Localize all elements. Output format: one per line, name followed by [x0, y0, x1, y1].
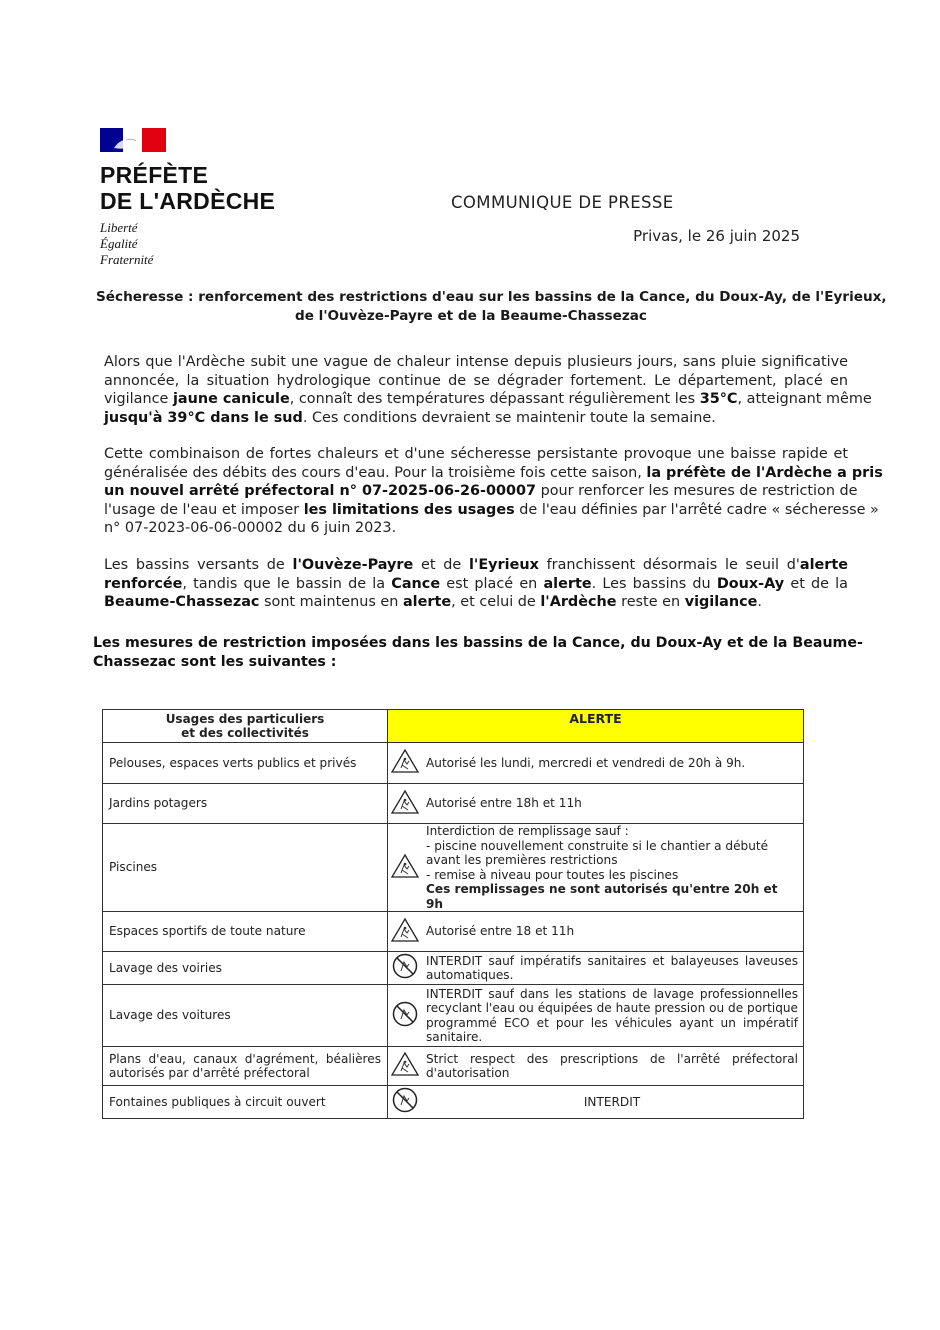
rule-cell: Strict respect des prescriptions de l'arrêté préfectoral d'autorisation	[422, 1047, 804, 1086]
header-usages: Usages des particuliers et des collectivités	[103, 710, 388, 743]
rule-cell: INTERDIT sauf dans les stations de lavage professionnelles recyclant l'eau ou équipées de haute pression ou de portique programmé ECO et pour les véhicules ayant un impératif sanitaire.	[422, 985, 804, 1047]
table-row	[103, 1086, 804, 1119]
p2-line4: l'usage de l'eau et imposer les limitations des usages de l'eau définies par l'arrêté cadre « sécheresse »	[104, 501, 879, 518]
measures-subheading	[93, 634, 863, 672]
headline-line2: de l'Ouvèze-Payre et de la Beaume-Chassezac	[295, 308, 647, 324]
warning-triangle-icon	[388, 1047, 423, 1086]
marianne-flag-icon	[100, 128, 166, 152]
usage-cell: Lavage des voitures	[103, 985, 388, 1047]
p2-line1: Cette combinaison de fortes chaleurs et d'une sécheresse persistante provoque une baisse rapide et	[104, 446, 848, 462]
table-row	[103, 985, 804, 1047]
p1-line2: annoncée, la situation hydrologique continue de se dégrader fortement. Le département, placé en	[104, 372, 848, 389]
logo-title-line1: PRÉFÈTE	[100, 162, 209, 188]
p2-line5: n° 07-2023-06-06-00002 du 6 juin 2023.	[104, 520, 397, 536]
logo-title-line2: DE L'ARDÈCHE	[100, 188, 276, 214]
motto-egalite: Égalité	[100, 236, 138, 251]
headline	[96, 288, 887, 326]
warning-triangle-icon	[388, 824, 423, 912]
warning-triangle-icon	[388, 784, 423, 824]
p2-bold-prefete: la préfète de l'Ardèche a pris	[646, 464, 883, 481]
usage-cell: Plans d'eau, canaux d'agrément, béalières autorisés par d'arrêté préfectoral	[103, 1047, 388, 1086]
table-row	[103, 784, 804, 824]
paragraph-1	[104, 353, 872, 427]
paragraph-3	[104, 556, 848, 612]
warning-triangle-icon	[388, 912, 423, 952]
table-row	[103, 952, 804, 985]
p1-line3: vigilance jaune canicule, connaît des températures dépassant régulièrement les 35°C, atteignant même	[104, 391, 872, 407]
prohibited-icon	[388, 1086, 423, 1119]
rule-cell: INTERDIT sauf impératifs sanitaires et balayeuses laveuses automatiques.	[422, 952, 804, 985]
p2-line3: un nouvel arrêté préfectoral n° 07-2025-06-26-00007 pour renforcer les mesures de restriction de	[104, 483, 858, 499]
usage-cell: Pelouses, espaces verts publics et privés	[103, 743, 388, 784]
p3-line1: Les bassins versants de l'Ouvèze-Payre et de l'Eyrieux franchissent désormais le seuil d'alerte	[104, 557, 848, 573]
prohibited-icon	[388, 985, 423, 1047]
table-row	[103, 824, 804, 912]
usage-cell: Lavage des voiries	[103, 952, 388, 985]
rule-cell: INTERDIT	[422, 1086, 804, 1119]
p2-bold-arrete: un nouvel arrêté préfectoral n° 07-2025-06-26-00007	[104, 483, 537, 499]
table-header-row	[103, 710, 804, 743]
restrictions-table	[102, 709, 804, 1119]
p3-line2: renforcée, tandis que le bassin de la Cance est placé en alerte. Les bassins du Doux-Ay et de la	[104, 575, 849, 592]
paragraph-2	[104, 445, 883, 538]
p1-line4: jusqu'à 39°C dans le sud. Ces conditions devraient se maintenir toute la semaine.	[104, 409, 716, 426]
usage-cell: Fontaines publiques à circuit ouvert	[103, 1086, 388, 1119]
document-type: COMMUNIQUE DE PRESSE	[451, 193, 674, 212]
rule-cell: Autorisé les lundi, mercredi et vendredi de 20h à 9h.	[422, 743, 804, 784]
usage-cell: Piscines	[103, 824, 388, 912]
p1-bold-35: 35°C	[699, 391, 738, 407]
dateline: Privas, le 26 juin 2025	[633, 227, 800, 245]
table-row	[103, 743, 804, 784]
usage-cell: Jardins potagers	[103, 784, 388, 824]
prohibited-icon	[388, 952, 423, 985]
p2-line2: généralisée des débits des cours d'eau. Pour la troisième fois cette saison, la préfète de l'Ardèche a pris	[104, 464, 883, 481]
rule-cell: Autorisé entre 18h et 11h	[422, 784, 804, 824]
usage-cell: Espaces sportifs de toute nature	[103, 912, 388, 952]
header-alerte: ALERTE	[388, 710, 804, 743]
motto-liberte: Liberté	[100, 220, 138, 235]
motto-fraternite: Fraternité	[100, 252, 154, 267]
table-row	[103, 1047, 804, 1086]
warning-triangle-icon	[388, 743, 423, 784]
p1-bold-canicule: jaune canicule	[172, 391, 290, 407]
rule-cell: Interdiction de remplissage sauf : - piscine nouvellement construite si le chantier a débuté avant les premières restrictions - remise à niveau pour toutes les piscines Ces remplissages ne sont autorisés qu'entre 20h et 9h	[422, 824, 804, 912]
p1-line1: Alors que l'Ardèche subit une vague de chaleur intense depuis plusieurs jours, sans pluie significative	[104, 354, 848, 370]
headline-line1: Sécheresse : renforcement des restrictions d'eau sur les bassins de la Cance, du Doux-Ay, de l'Eyrieux,	[96, 289, 887, 305]
rule-cell: Autorisé entre 18 et 11h	[422, 912, 804, 952]
prefecture-logo	[100, 128, 276, 267]
subhead-line2: Chassezac sont les suivantes :	[93, 654, 337, 670]
table-row	[103, 912, 804, 952]
p1-bold-39: jusqu'à 39°C dans le sud	[104, 409, 303, 426]
p2-bold-limitations: les limitations des usages	[303, 501, 515, 518]
p3-line3: Beaume-Chassezac sont maintenus en alerte, et celui de l'Ardèche reste en vigilance.	[104, 594, 762, 610]
subhead-line1: Les mesures de restriction imposées dans les bassins de la Cance, du Doux-Ay et de la Beaume-	[93, 635, 863, 651]
